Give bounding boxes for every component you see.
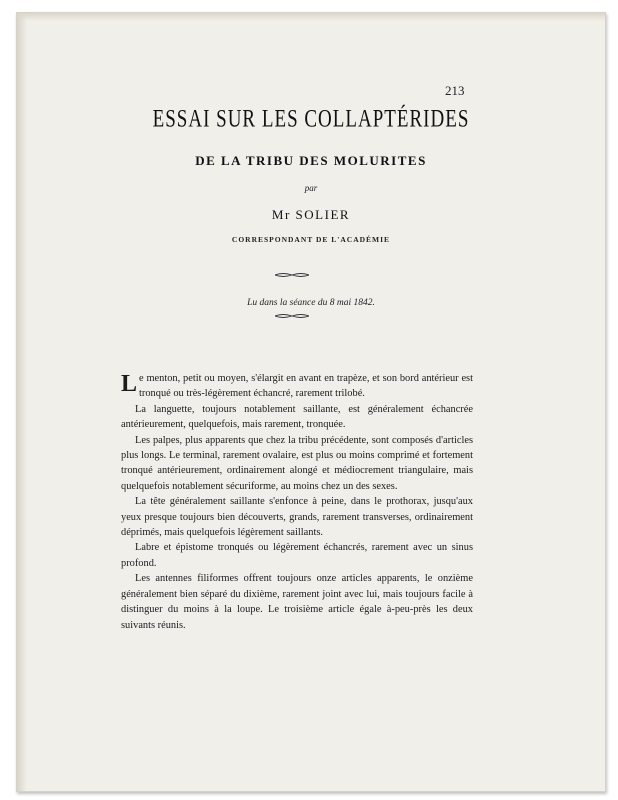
ornament-divider-top bbox=[275, 272, 309, 278]
by-line-par: par bbox=[304, 183, 318, 193]
page-number: 213 bbox=[445, 83, 465, 98]
paragraph: La languette, toujours notablement saillante, est généralement échancrée antérieurement, quelquefois, mais rarement, tronquée. bbox=[121, 403, 473, 431]
paragraph-text: e menton, petit ou moyen, s'élargit en avant en trapèze, et son bord antérieur est tronqué ou très-légèrement échancré, rarement trilobé. bbox=[139, 373, 473, 400]
paragraph bbox=[121, 371, 473, 402]
drop-cap: L bbox=[121, 371, 138, 397]
author-affiliation: CORRESPONDANT DE L'ACADÉMIE bbox=[231, 235, 391, 244]
paragraph: Les antennes filiformes offrent toujours onze articles apparents, le onzième généralement bien séparé du dixième, rarement joint avec lui, mais toujours facile à distinguer du moins à la loupe. Le troisième article égale à-peu-près les deux suivants réunis. bbox=[121, 573, 473, 631]
document-page bbox=[16, 12, 606, 792]
document-subtitle: DE LA TRIBU DES MOLURITES bbox=[195, 153, 427, 168]
document-title: ESSAI SUR LES COLLAPTÉRIDES bbox=[152, 105, 470, 134]
body-text bbox=[121, 371, 473, 633]
paragraph: Les palpes, plus apparents que chez la tribu précédente, sont composés d'articles plus longs. Le terminal, rarement ovalaire, est plus ou moins comprimé et fortement tronqué antérieurement, ordinairement alongé et médiocrement triangulaire, mais quelquefois notablement sécuriforme, au moins chez un des sexes. bbox=[121, 434, 473, 492]
ornament-divider-bottom bbox=[275, 313, 309, 319]
paragraph: La tête généralement saillante s'enfonce à peine, dans le prothorax, jusqu'aux yeux presque toujours bien découverts, grands, rarement transverses, ordinairement déprimés, mais quelquefois légèrement saillants. bbox=[121, 496, 473, 539]
paragraph: Labre et épistome tronqués ou légèrement échancrés, rarement avec un sinus profond. bbox=[121, 542, 473, 569]
reading-date-note: Lu dans la séance du 8 mai 1842. bbox=[247, 298, 375, 308]
page-edge-shadow-top bbox=[17, 13, 605, 21]
author-name: Mr SOLIER bbox=[271, 207, 351, 222]
